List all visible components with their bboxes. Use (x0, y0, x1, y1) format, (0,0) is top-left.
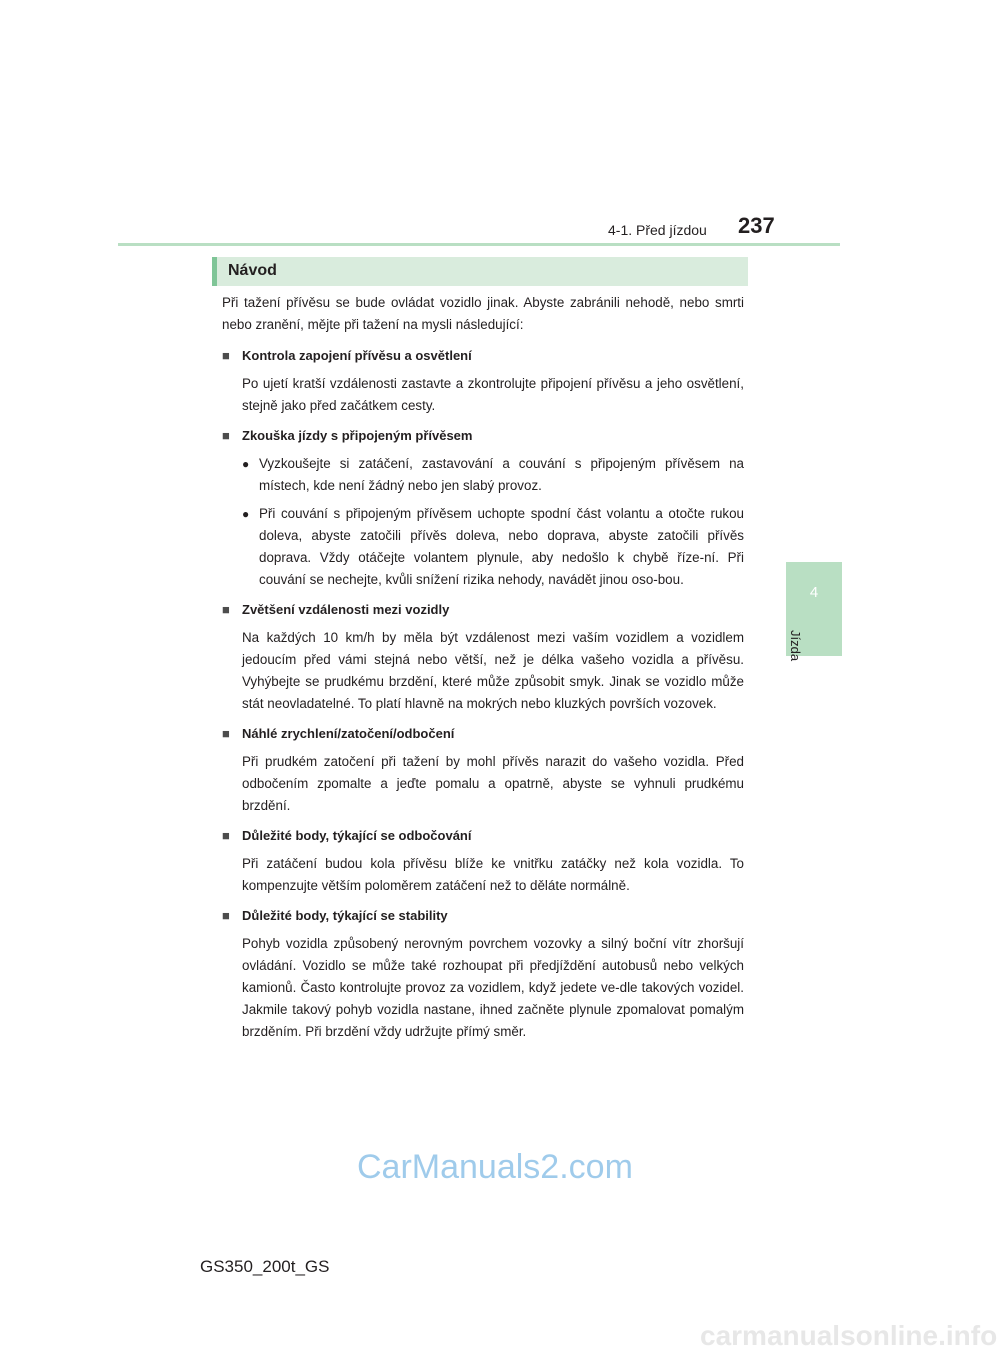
site-watermark: carmanualsonline.info (700, 1320, 997, 1351)
section-body-3: Na každých 10 km/h by měla být vzdálenost mezi vaším vozidlem a vozidlem jedoucím před vámi stejná nebo větší, než je délka vašeho vozidla a přívěsu. Vyhýbejte se prudkému brzdění, které může způsobit smyk. Jinak se vozidlo může stát neovladatelné. To platí hlavně na mokrých nebo kluzkých površích vozovek. (242, 630, 744, 711)
square-bullet-icon: ■ (222, 726, 230, 741)
square-bullet-icon: ■ (222, 828, 230, 843)
watermark-logo: CarManuals2.com (357, 1148, 633, 1186)
section-heading-4: ■ Náhlé zrychlení/zatočení/odbočení (222, 723, 744, 745)
section-body-4: Při prudkém zatočení při tažení by mohl přívěs narazit do vašeho vozidla. Před odbočením zpomalte a jeďte pomalu a opatrně, abyste se vyhnuli prudkému brzdění. (242, 754, 744, 813)
content (222, 292, 744, 1051)
section-test-drive (222, 425, 744, 591)
section-body-5: Při zatáčení budou kola přívěsu blíže ke vnitřku zatáčky než kola vozidla. To kompenzujte větším poloměrem zatáčení než to děláte normálně. (242, 856, 744, 893)
circle-bullet-icon: ● (242, 457, 250, 471)
section-heading-bar (212, 257, 748, 286)
section-sudden-maneuvers (222, 723, 744, 817)
section-distance (222, 599, 744, 715)
bullet-item: ● Při couvání s připojeným přívěsem uchopte spodní část volantu a otočte rukou doleva, abyste zatočili přívěs doleva, nebo doprava, abyste zatočili přívěs doprava. Vždy otáčejte volantem plynule, aby nedošlo k chybě říze-ní. Při couvání se nechejte, kvůli snížení rizika nehody, navádět jinou oso-bou. (242, 503, 744, 591)
section-stability (222, 905, 744, 1043)
page-number: 237 (738, 213, 775, 238)
chapter-number: 4 (809, 584, 819, 601)
square-bullet-icon: ■ (222, 908, 230, 923)
section-body-1: Po ujetí kratší vzdálenosti zastavte a zkontrolujte připojení přívěsu a jeho osvětlení, stejně jako před začátkem cesty. (242, 376, 744, 413)
section-heading-2: ■ Zkouška jízdy s připojeným přívěsem (222, 425, 744, 447)
section-heading-5: ■ Důležité body, týkající se odbočování (222, 825, 744, 847)
model-code: GS350_200t_GS (200, 1257, 330, 1276)
header-divider (118, 243, 840, 246)
intro-paragraph: Při tažení přívěsu se bude ovládat vozidlo jinak. Abyste zabránili nehodě, nebo smrti nebo zranění, mějte při tažení na mysli následující: (222, 295, 744, 332)
circle-bullet-icon: ● (242, 507, 250, 521)
square-bullet-icon: ■ (222, 428, 230, 443)
section-body-6: Pohyb vozidla způsobený nerovným povrchem vozovky a silný boční vítr zhoršují ovládání. Vozidlo se může také rozhoupat při předjíždění autobusů nebo velkých kamionů. Často kontrolujte provoz za vozidlem, když jedete ve-dle takových vozidel. Jakmile takový pohyb vozidla nastane, ihned začněte plynule zpomalovat pomalým brzděním. Při brzdění vždy udržujte přímý směr. (242, 936, 744, 1039)
chapter-label: Jízda (788, 630, 803, 662)
section-heading-1: ■ Kontrola zapojení přívěsu a osvětlení (222, 345, 744, 367)
section-heading-3: ■ Zvětšení vzdálenosti mezi vozidly (222, 599, 744, 621)
square-bullet-icon: ■ (222, 348, 230, 363)
bullet-item: ● Vyzkoušejte si zatáčení, zastavování a couvání s připojeným přívěsem na místech, kde není žádný nebo jen slabý provoz. (242, 453, 744, 497)
square-bullet-icon: ■ (222, 602, 230, 617)
section-turning (222, 825, 744, 897)
section-hitch-check (222, 345, 744, 417)
section-heading: Návod (228, 262, 277, 279)
section-heading-6: ■ Důležité body, týkající se stability (222, 905, 744, 927)
section-title: 4-1. Před jízdou (608, 222, 707, 238)
